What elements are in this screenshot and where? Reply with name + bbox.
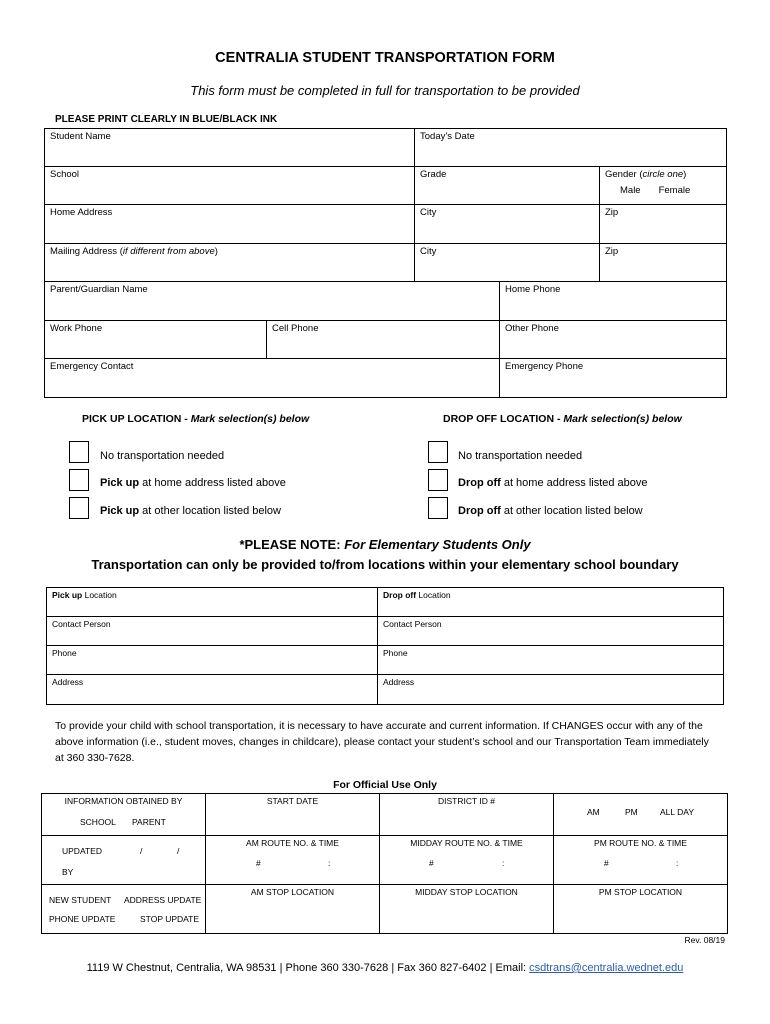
pm-route-colon: : [676,858,679,868]
am-option: AM [587,807,600,817]
zip-field-2[interactable] [599,243,727,282]
emergency-phone-label: Emergency Phone [505,361,584,372]
city-label-2: City [420,246,437,257]
dropoff-contact-label: Contact Person [383,619,442,629]
pickup-location-label: Pick up Location [52,590,117,600]
address-update-option: ADDRESS UPDATE [124,895,202,905]
form-title: CENTRALIA STUDENT TRANSPORTATION FORM [215,50,555,66]
school-field[interactable] [44,166,415,205]
pickup-contact-label: Contact Person [52,619,111,629]
schedule-cell [553,793,728,836]
by-label: BY [62,867,74,877]
dropoff-address-field[interactable] [377,674,724,705]
dropoff-location-label: Drop off Location [383,590,451,600]
email-link[interactable]: csdtrans@centralia.wednet.edu [529,962,684,974]
am-route-cell [205,835,380,885]
all-day-option: ALL DAY [660,807,695,817]
dropoff-none-checkbox[interactable] [428,441,448,463]
todays-date-field[interactable] [414,128,727,167]
city-field-1[interactable] [414,204,600,244]
am-route-label: AM ROUTE NO. & TIME [246,838,339,848]
pm-route-cell [553,835,728,885]
student-name-field[interactable] [44,128,415,167]
pm-route-label: PM ROUTE NO. & TIME [594,838,687,848]
pickup-location-field[interactable] [46,587,378,617]
date-slash-1: / [140,846,143,856]
dropoff-contact-field[interactable] [377,616,724,646]
emergency-contact-label: Emergency Contact [50,361,134,372]
district-id-label: DISTRICT ID # [438,796,495,806]
mailing-address-label: Mailing Address (if different from above) [50,246,218,257]
pickup-address-label: Address [52,677,84,687]
pickup-heading: PICK UP LOCATION - Mark selection(s) below [82,413,310,425]
midday-route-cell [379,835,554,885]
dropoff-home-label: Drop off at home address listed above [458,477,648,489]
midday-route-hash: # [429,858,434,868]
pm-route-hash: # [604,858,609,868]
start-date-label: START DATE [266,796,319,806]
zip-field-1[interactable] [599,204,727,244]
dropoff-phone-label: Phone [383,648,408,658]
official-use-heading: For Official Use Only [333,779,437,791]
student-name-label: Student Name [50,131,111,142]
gender-female-option[interactable]: Female [658,185,691,196]
info-obtained-cell [41,793,206,836]
todays-date-label: Today’s Date [420,131,475,142]
dropoff-home-checkbox[interactable] [428,469,448,491]
parent-option: PARENT [132,817,166,827]
gender-options [620,185,708,196]
home-address-label: Home Address [50,207,113,218]
new-student-option: NEW STUDENT [49,895,112,905]
boundary-note: Transportation can only be provided to/from locations within your elementary school boundary [91,557,679,572]
gender-male-option[interactable]: Male [620,185,641,196]
date-slash-2: / [177,846,180,856]
updated-cell [41,835,206,885]
grade-label: Grade [420,169,447,180]
pickup-contact-field[interactable] [46,616,378,646]
midday-stop-label: MIDDAY STOP LOCATION [415,887,518,897]
footer-contact-text: 1119 W Chestnut, Centralia, WA 98531 | Phone 360 330-7628 | Fax 360 827-6402 | Email: [86,962,530,974]
work-phone-label: Work Phone [50,323,103,334]
dropoff-none-label: No transportation needed [458,450,583,462]
revision-label: Rev. 08/19 [684,935,725,945]
footer [0,962,770,974]
start-date-cell [205,793,380,836]
cell-phone-field[interactable] [266,320,500,359]
am-stop-cell [205,884,380,934]
dropoff-location-field[interactable] [377,587,724,617]
home-address-field[interactable] [44,204,415,244]
am-route-colon: : [328,858,331,868]
grade-field[interactable] [414,166,600,205]
info-obtained-label: INFORMATION OBTAINED BY [64,796,183,806]
pickup-other-checkbox[interactable] [69,497,89,519]
pickup-none-checkbox[interactable] [69,441,89,463]
contact-info-paragraph: To provide your child with school transportation, it is necessary to have accurate and current information. If CHANGES occur with any of the above information (i.e., student moves, changes in childcare), please contact your student’s school and our Transportation Team immediately at 360 330-7628. [55,720,709,764]
dropoff-heading: DROP OFF LOCATION - Mark selection(s) below [443,413,682,425]
other-phone-label: Other Phone [505,323,559,334]
home-phone-field[interactable] [499,281,727,321]
pm-option: PM [625,807,638,817]
pickup-phone-label: Phone [52,648,77,658]
emergency-contact-field[interactable] [44,358,500,398]
pickup-address-field[interactable] [46,674,378,705]
am-route-hash: # [256,858,261,868]
dropoff-other-label: Drop off at other location listed below [458,505,643,517]
gender-label: Gender (circle one) [605,169,687,180]
pickup-none-label: No transportation needed [100,450,225,462]
city-label-1: City [420,207,437,218]
pm-stop-cell [553,884,728,934]
school-option: SCHOOL [80,817,116,827]
gender-field[interactable] [599,166,727,205]
work-phone-field[interactable] [44,320,267,359]
zip-label-2: Zip [605,246,619,257]
home-phone-label: Home Phone [505,284,561,295]
updated-label: UPDATED [62,846,102,856]
school-label: School [50,169,80,180]
am-stop-label: AM STOP LOCATION [250,887,335,897]
dropoff-phone-field[interactable] [377,645,724,675]
update-type-cell [41,884,206,934]
city-field-2[interactable] [414,243,600,282]
pickup-phone-field[interactable] [46,645,378,675]
elementary-note: *PLEASE NOTE: For Elementary Students Only [239,537,531,552]
pickup-home-label: Pick up at home address listed above [100,477,286,489]
cell-phone-label: Cell Phone [272,323,319,334]
pickup-home-checkbox[interactable] [69,469,89,491]
other-phone-field[interactable] [499,320,727,359]
emergency-phone-field[interactable] [499,358,727,398]
mailing-address-field[interactable] [44,243,415,282]
district-id-cell [379,793,554,836]
form-subtitle: This form must be completed in full for transportation to be provided [190,83,580,98]
stop-update-option: STOP UPDATE [140,914,200,924]
parent-guardian-label: Parent/Guardian Name [50,284,148,295]
parent-guardian-field[interactable] [44,281,500,321]
phone-update-option: PHONE UPDATE [49,914,116,924]
dropoff-other-checkbox[interactable] [428,497,448,519]
midday-route-label: MIDDAY ROUTE NO. & TIME [410,838,523,848]
pm-stop-label: PM STOP LOCATION [598,887,683,897]
print-instruction: PLEASE PRINT CLEARLY IN BLUE/BLACK INK [55,114,278,125]
dropoff-address-label: Address [383,677,415,687]
midday-stop-cell [379,884,554,934]
midday-route-colon: : [502,858,505,868]
pickup-other-label: Pick up at other location listed below [100,505,281,517]
zip-label-1: Zip [605,207,619,218]
